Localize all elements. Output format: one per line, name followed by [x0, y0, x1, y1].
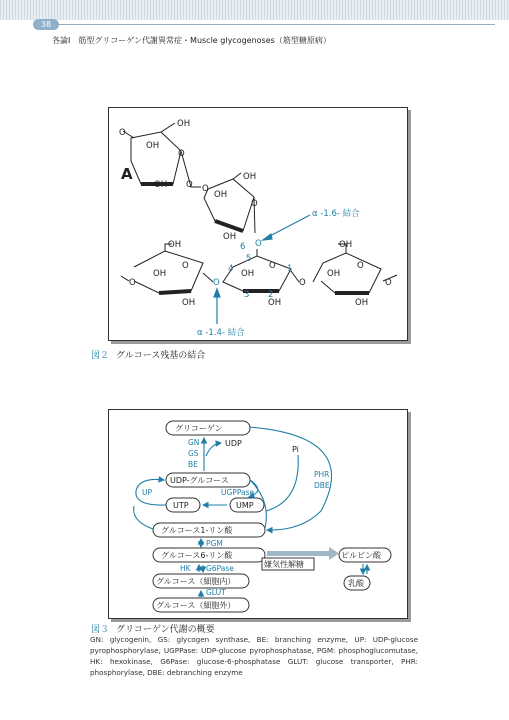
- utp-node: UTP: [173, 501, 189, 510]
- enzyme-phr: PHR: [314, 470, 330, 479]
- atom-OH: OH: [268, 298, 282, 308]
- anaerobic-glycolysis-label: 嫌気性解糖: [264, 560, 304, 569]
- atom-OH: OH: [177, 119, 191, 129]
- glucose-bond-diagram: [109, 108, 407, 340]
- carbon-number: 5: [246, 254, 252, 264]
- atom-OH: OH: [182, 298, 196, 308]
- atom-OH: OH: [223, 232, 237, 242]
- figure-2-frame: [108, 107, 408, 341]
- figure-caption: グリコーゲン代謝の概要: [116, 625, 215, 635]
- figure-label-A: A: [121, 165, 133, 183]
- enzyme-glut: GLUT: [206, 588, 226, 597]
- atom-O: O: [269, 261, 276, 271]
- atom-OH: OH: [214, 190, 228, 200]
- lactate-node: 乳酸: [348, 579, 364, 588]
- glucose-out-node: グルコース（細胞外）: [156, 601, 236, 610]
- enzyme-gs: GS: [188, 449, 199, 458]
- atom-O: O: [182, 261, 189, 271]
- udp-glucose-node: UDP-グルコース: [170, 476, 229, 485]
- figure-caption: グルコース残基の結合: [116, 351, 206, 361]
- atom-O: O: [385, 278, 392, 288]
- bond-oxygen: O: [255, 239, 262, 249]
- enzyme-gn: GN: [188, 438, 200, 447]
- carbon-number: 6: [240, 242, 246, 252]
- carbon-number: 3: [244, 290, 250, 300]
- page-number: 38: [33, 19, 59, 30]
- atom-OH: OH: [339, 240, 353, 250]
- figure-2-caption: [91, 348, 205, 361]
- alpha-16-bond-label: α -1.6- 結合: [312, 209, 360, 219]
- atom-O: O: [186, 180, 193, 190]
- atom-OH: OH: [168, 240, 182, 250]
- g1p-node: グルコース1-リン酸: [161, 526, 233, 535]
- atom-OH: OH: [154, 180, 168, 190]
- glucose-in-node: グルコース（細胞内）: [156, 577, 236, 586]
- enzyme-up: UP: [142, 488, 153, 497]
- bond-oxygen: O: [213, 278, 220, 288]
- figure-3-frame: [108, 409, 408, 619]
- atom-OH: OH: [327, 269, 341, 279]
- atom-OH: OH: [146, 141, 160, 151]
- atom-O: O: [178, 149, 185, 159]
- atom-OH: OH: [243, 172, 257, 182]
- enzyme-hk: HK: [180, 564, 191, 573]
- glycogen-metabolism-diagram: [109, 410, 407, 618]
- glycogen-node: グリコーゲン: [175, 424, 223, 433]
- enzyme-ugppase: UGPPase: [221, 488, 255, 497]
- g6p-node: グルコース6-リン酸: [161, 551, 233, 560]
- pyruvate-node: ピルビン酸: [341, 551, 381, 560]
- atom-O: O: [129, 278, 136, 288]
- atom-OH: OH: [153, 269, 167, 279]
- carbon-number: 4: [228, 264, 234, 274]
- figure-3-legend: GN: glycogenin, GS: glycogen synthase, BE: branching enzyme, UP: UDP-glucose pyrophosphorylase, UGPPase: UDP-glucose pyrophosphatase, PGM: phosphoglucomutase, HK: hexokinase, G6Pase: glucose-6-phosphatase GLUT: glucose transporter, PHR: phosphorylase, DBE: debranching enzyme: [90, 635, 418, 677]
- enzyme-g6pase: G6Pase: [206, 564, 234, 573]
- running-head: 各論Ⅰ 筋型グリコーゲン代謝異常症・Muscle glycogenoses（筋型糖原病）: [52, 36, 331, 45]
- atom-OH: OH: [355, 298, 369, 308]
- atom-O: O: [202, 184, 209, 194]
- atom-O: O: [251, 199, 258, 209]
- figure-number: 図２: [91, 351, 110, 361]
- udp-label: UDP: [225, 439, 242, 448]
- enzyme-be: BE: [188, 460, 198, 469]
- atom-O: O: [119, 128, 126, 138]
- header-rule: [55, 24, 495, 25]
- alpha-14-bond-label: α -1.4- 結合: [197, 328, 245, 338]
- carbon-number: 2: [268, 290, 274, 300]
- figure-number: 図３: [91, 625, 110, 635]
- atom-O: O: [299, 278, 306, 288]
- atom-O: O: [357, 261, 364, 271]
- header-band: [0, 0, 509, 20]
- pi-label: Pi: [292, 445, 299, 454]
- ump-node: UMP: [236, 501, 254, 510]
- enzyme-dbe: DBE: [314, 481, 330, 490]
- carbon-number: 1: [287, 264, 293, 274]
- atom-OH: OH: [241, 269, 255, 279]
- enzyme-pgm: PGM: [206, 539, 223, 548]
